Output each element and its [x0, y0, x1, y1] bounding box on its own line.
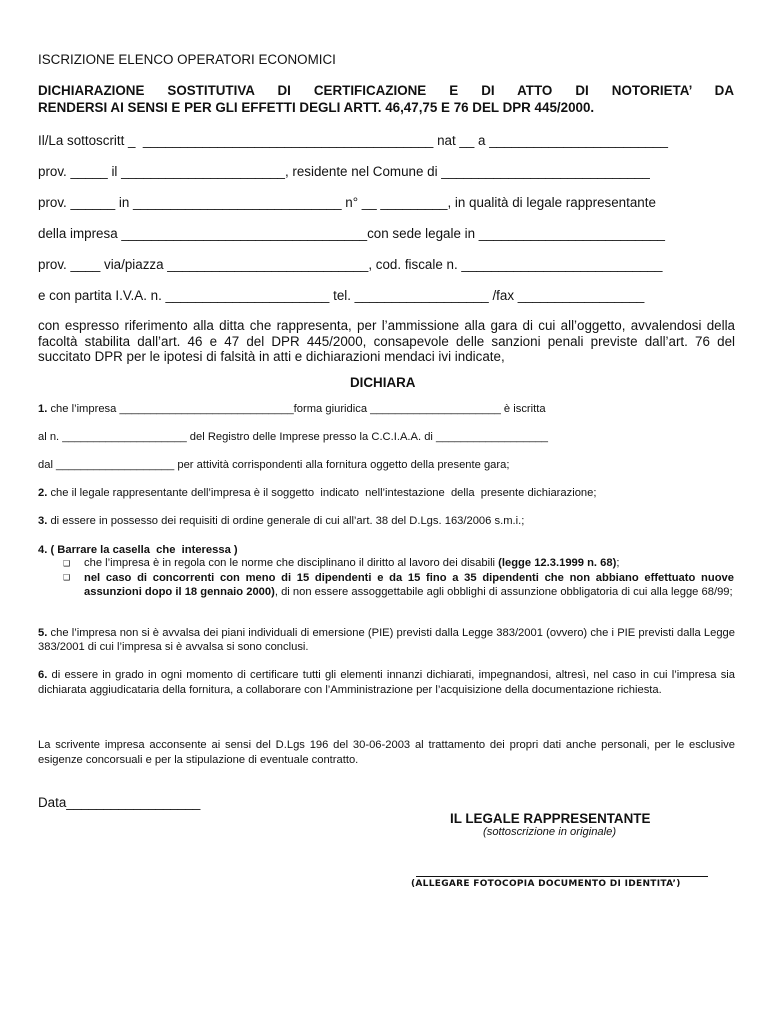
item-4-heading: 4. ( Barrare la casella che interessa ): [38, 544, 238, 556]
form-line-residence: prov. ______ in ____________________________ n° __ _________, in qualità di legale rappresentante: [38, 195, 656, 210]
form-line-birth: prov. _____ il ______________________, residente nel Comune di ____________________________: [38, 164, 650, 179]
form-line-name: Il/La sottoscritt _ _______________________________________ nat __ a ________________________: [38, 133, 668, 148]
signature-line: [416, 876, 708, 877]
item-1: [38, 403, 546, 415]
dichiara-heading: DICHIARA: [350, 375, 416, 390]
item-6: [38, 668, 735, 697]
item-1-line-1: che l’impresa ____________________________forma giuridica _____________________ è iscritta: [47, 403, 546, 415]
item-6-text: di essere in grado in ogni momento di certificare tutti gli elementi innanzi dichiarati, impegnandosi, altresì, nel caso in cui l’impresa sia dichiarata aggiudicataria della fornitura, a collaborare con l’Amministrazione per l’acquisizione della documentazione richiesta.: [38, 669, 735, 696]
attachment-note: (ALLEGARE FOTOCOPIA DOCUMENTO DI IDENTITA’): [411, 879, 681, 889]
document-subtitle-line-1: DICHIARAZIONE SOSTITUTIVA DI CERTIFICAZIONE E DI ATTO DI NOTORIETA’ DA: [38, 83, 734, 98]
item-4-option-2-condition: nel caso di concorrenti con meno di 15 dipendenti e da 15 fino a 35 dipendenti che non abbiano effettuato nuove assunzioni dopo il 18 gennaio 2000): [84, 572, 734, 598]
form-line-vat: e con partita I.V.A. n. ______________________ tel. __________________ /fax _________________: [38, 288, 645, 303]
item-1-line-2: al n. ____________________ del Registro delle Imprese presso la C.C.I.A.A. di __________________: [38, 431, 549, 443]
item-4-option-2: [84, 571, 734, 599]
checkbox-icon[interactable]: ❑: [63, 573, 71, 582]
document-title: ISCRIZIONE ELENCO OPERATORI ECONOMICI: [38, 52, 336, 67]
item-4-option-1: [84, 557, 619, 569]
item-2-text: che il legale rappresentante dell’impresa è il soggetto indicato nell’intestazione della presente dichiarazione;: [47, 487, 597, 499]
privacy-paragraph: La scrivente impresa acconsente ai sensi del D.Lgs 196 del 30-06-2003 al trattamento dei propri dati anche personali, per le esclusive esigenze concorsuali e per la stipulazione di eventuale contratto.: [38, 739, 735, 766]
item-3: [38, 515, 524, 527]
item-2-number: 2.: [38, 487, 48, 499]
item-1-line-3: dal ___________________ per attività corrispondenti alla fornitura oggetto della presente gara;: [38, 459, 510, 471]
signature-note: (sottoscrizione in originale): [483, 826, 617, 838]
item-5-number: 5.: [38, 627, 48, 639]
checkbox-icon[interactable]: ❑: [63, 559, 71, 568]
item-6-number: 6.: [38, 669, 48, 681]
item-4-option-1-text: che l’impresa è in regola con le norme che disciplinano il diritto al lavoro dei disabili: [84, 557, 499, 569]
item-3-number: 3.: [38, 515, 48, 527]
form-line-company: della impresa _________________________________con sede legale in _________________________: [38, 226, 665, 241]
document-subtitle-line-2: RENDERSI AI SENSI E PER GLI EFFETTI DEGLI ARTT. 46,47,75 E 76 DEL DPR 445/2000.: [38, 100, 595, 115]
intro-paragraph: con espresso riferimento alla ditta che rappresenta, per l’ammissione alla gara di cui all’oggetto, avvalendosi della facoltà stabilita dall’art. 46 e 47 del DPR 445/2000, consapevole delle sanzioni penali previste dall’art. 76 del succitato DPR per le ipotesi di falsità in atti e dichiarazioni mendaci ivi indicate,: [38, 318, 735, 364]
item-5-text: che l’impresa non si è avvalsa dei piani individuali di emersione (PIE) previsti dalla Legge 383/2001 (ovvero) che i PIE previsti dalla Legge 383/2001 di cui l’impresa si è avvalsa si sono conclusi.: [38, 627, 735, 653]
item-4-option-1-law: (legge 12.3.1999 n. 68): [498, 557, 617, 569]
item-4-option-2-text: , di non essere assoggettabile agli obblighi di assunzione obbligatoria di cui alla legge 68/99;: [274, 586, 733, 598]
item-3-text: di essere in possesso dei requisiti di ordine generale di cui all’art. 38 del D.Lgs. 163/2006 s.m.i.;: [47, 515, 525, 527]
item-2: [38, 487, 597, 499]
item-4-option-1-end: ;: [616, 557, 620, 569]
item-5: [38, 626, 735, 654]
signatory-title: IL LEGALE RAPPRESENTANTE: [450, 811, 651, 826]
item-1-number: 1.: [38, 403, 48, 415]
form-line-address: prov. ____ via/piazza ___________________________, cod. fiscale n. ___________________________: [38, 257, 663, 272]
date-field: Data__________________: [38, 795, 201, 810]
